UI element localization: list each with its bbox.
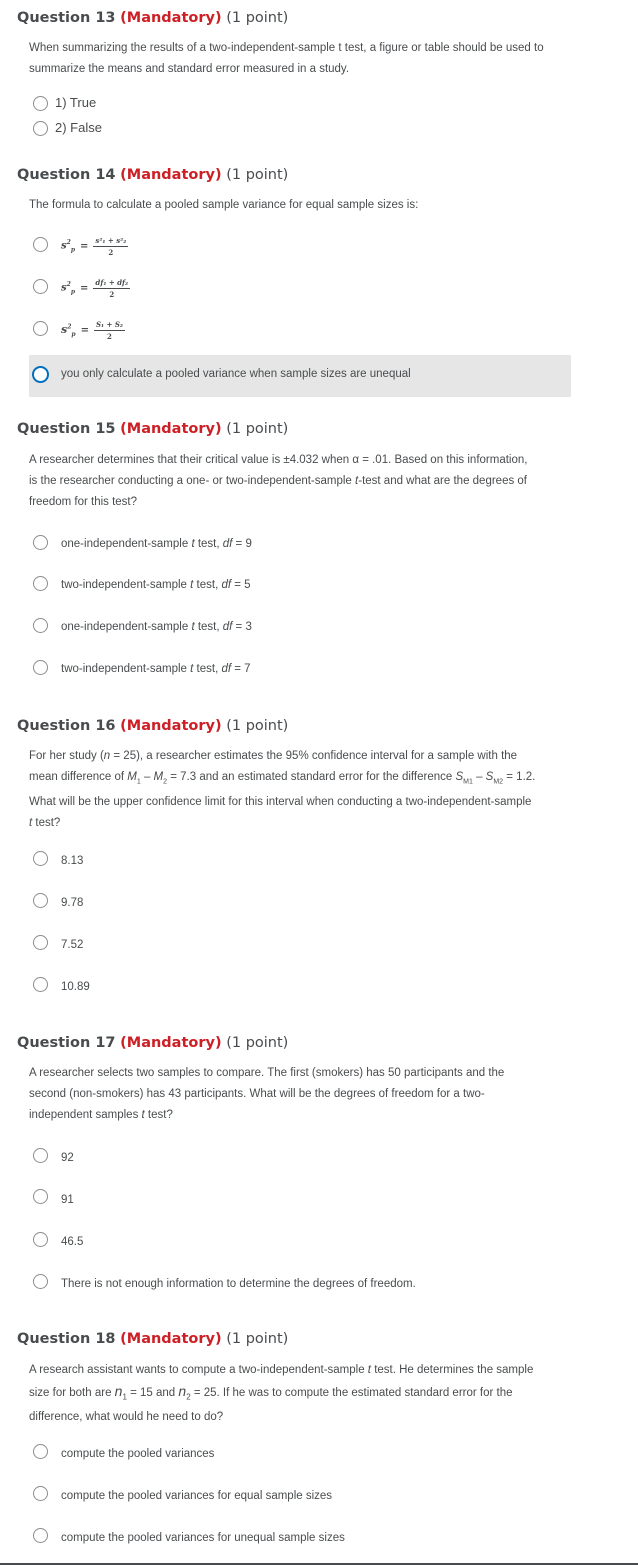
q17-option-3[interactable]: 46.5: [61, 1236, 84, 1248]
q18-radio-3[interactable]: [33, 1528, 48, 1543]
question-17-title: Question 17 (Mandatory) (1 point): [17, 1035, 289, 1051]
q15-option-3[interactable]: one-independent-sample t test, df = 3: [61, 621, 252, 633]
q17-option-4[interactable]: There is not enough information to determine the degrees of freedom.: [61, 1278, 416, 1290]
q17-radio-1[interactable]: [33, 1148, 48, 1163]
question-15-title: Question 15 (Mandatory) (1 point): [17, 421, 289, 437]
q18-option-1[interactable]: compute the pooled variances: [61, 1448, 215, 1460]
question-18-text: A research assistant wants to compute a two-independent-sample t test. He determines the sample size for both are $n_1 = 15$ and $n_2 = 25$. If he was to compute the estimated standard error for the difference, what would he need to do?: [29, 1364, 534, 1424]
question-14-text: The formula to calculate a pooled sample variance for equal sample sizes is:: [29, 199, 419, 211]
q15-option-2[interactable]: two-independent-sample t test, df = 5: [61, 579, 251, 591]
question-16-title: Question 16 (Mandatory) (1 point): [17, 718, 289, 734]
q17-option-2[interactable]: 91: [61, 1194, 74, 1206]
q16-option-1[interactable]: 8.13: [61, 855, 84, 867]
question-16-text: For her study (n = 25), a researcher estimates the 95% confidence interval for a sample with the mean difference of $M_1 - M_2 = 7.3$ and an estimated standard error for the difference $S_{M1} - S_{M2} = 1.2$. What will be the upper confidence limit for this interval when conducting a two-independent-sample t test?: [29, 750, 536, 830]
q14-formula-c[interactable]: $s^2_p$ = $\frac{\text{S₁ + S₂}}{2}$: [61, 320, 123, 341]
q13-radio-2[interactable]: [33, 121, 48, 136]
q17-radio-4[interactable]: [33, 1274, 48, 1289]
q13-option-2[interactable]: 2) False: [55, 120, 102, 135]
q16-option-2[interactable]: 9.78: [61, 897, 84, 909]
q14-radio-1[interactable]: [33, 237, 48, 252]
q15-radio-4[interactable]: [33, 660, 48, 675]
q17-option-1[interactable]: 92: [61, 1152, 74, 1164]
question-17-text: A researcher selects two samples to compare. The first (smokers) has 50 participants and the second (non-smokers) has 43 participants. What will be the degrees of freedom for a two- independent samples t test?: [29, 1067, 505, 1121]
q16-radio-1[interactable]: [33, 851, 48, 866]
q17-radio-2[interactable]: [33, 1189, 48, 1204]
q17-radio-3[interactable]: [33, 1232, 48, 1247]
q18-radio-2[interactable]: [33, 1486, 48, 1501]
q14-formula-a[interactable]: $s^2_p$ = $\frac{\text{s²₁ + s²₂}}{2}$: [61, 236, 127, 257]
q15-radio-1[interactable]: [33, 535, 48, 550]
q14-option-4[interactable]: you only calculate a pooled variance when sample sizes are unequal: [61, 368, 411, 380]
question-18-title: Question 18 (Mandatory) (1 point): [17, 1331, 289, 1347]
q18-option-3[interactable]: compute the pooled variances for unequal sample sizes: [61, 1532, 345, 1544]
q16-radio-2[interactable]: [33, 893, 48, 908]
q15-radio-3[interactable]: [33, 618, 48, 633]
q15-radio-2[interactable]: [33, 576, 48, 591]
q14-radio-4[interactable]: [32, 366, 49, 383]
q13-radio-1[interactable]: [33, 96, 48, 111]
q18-radio-1[interactable]: [33, 1444, 48, 1459]
q16-option-3[interactable]: 7.52: [61, 939, 84, 951]
q16-radio-4[interactable]: [33, 977, 48, 992]
question-13-text: When summarizing the results of a two-independent-sample t test, a figure or table should be used to summarize the means and standard error measured in a study.: [29, 42, 544, 75]
q14-formula-b[interactable]: $s^2_p$ = $\frac{\text{df₁ + df₂}}{2}$: [61, 278, 129, 299]
q14-radio-2[interactable]: [33, 279, 48, 294]
question-14-title: Question 14 (Mandatory) (1 point): [17, 167, 289, 183]
q14-radio-3[interactable]: [33, 321, 48, 336]
q13-option-1[interactable]: 1) True: [55, 95, 97, 110]
q15-option-4[interactable]: two-independent-sample t test, df = 7: [61, 663, 251, 675]
q18-option-2[interactable]: compute the pooled variances for equal sample sizes: [61, 1490, 333, 1502]
q15-option-1[interactable]: one-independent-sample t test, df = 9: [61, 538, 252, 550]
question-15-text: A researcher determines that their critical value is ±4.032 when α = .01. Based on this information, is the researcher conducting a one- or two-independent-sample t-test and what are the degrees of freedom for this test?: [29, 454, 528, 508]
q16-radio-3[interactable]: [33, 935, 48, 950]
q16-option-4[interactable]: 10.89: [61, 981, 90, 993]
question-13-title: Question 13 (Mandatory) (1 point): [17, 10, 289, 26]
